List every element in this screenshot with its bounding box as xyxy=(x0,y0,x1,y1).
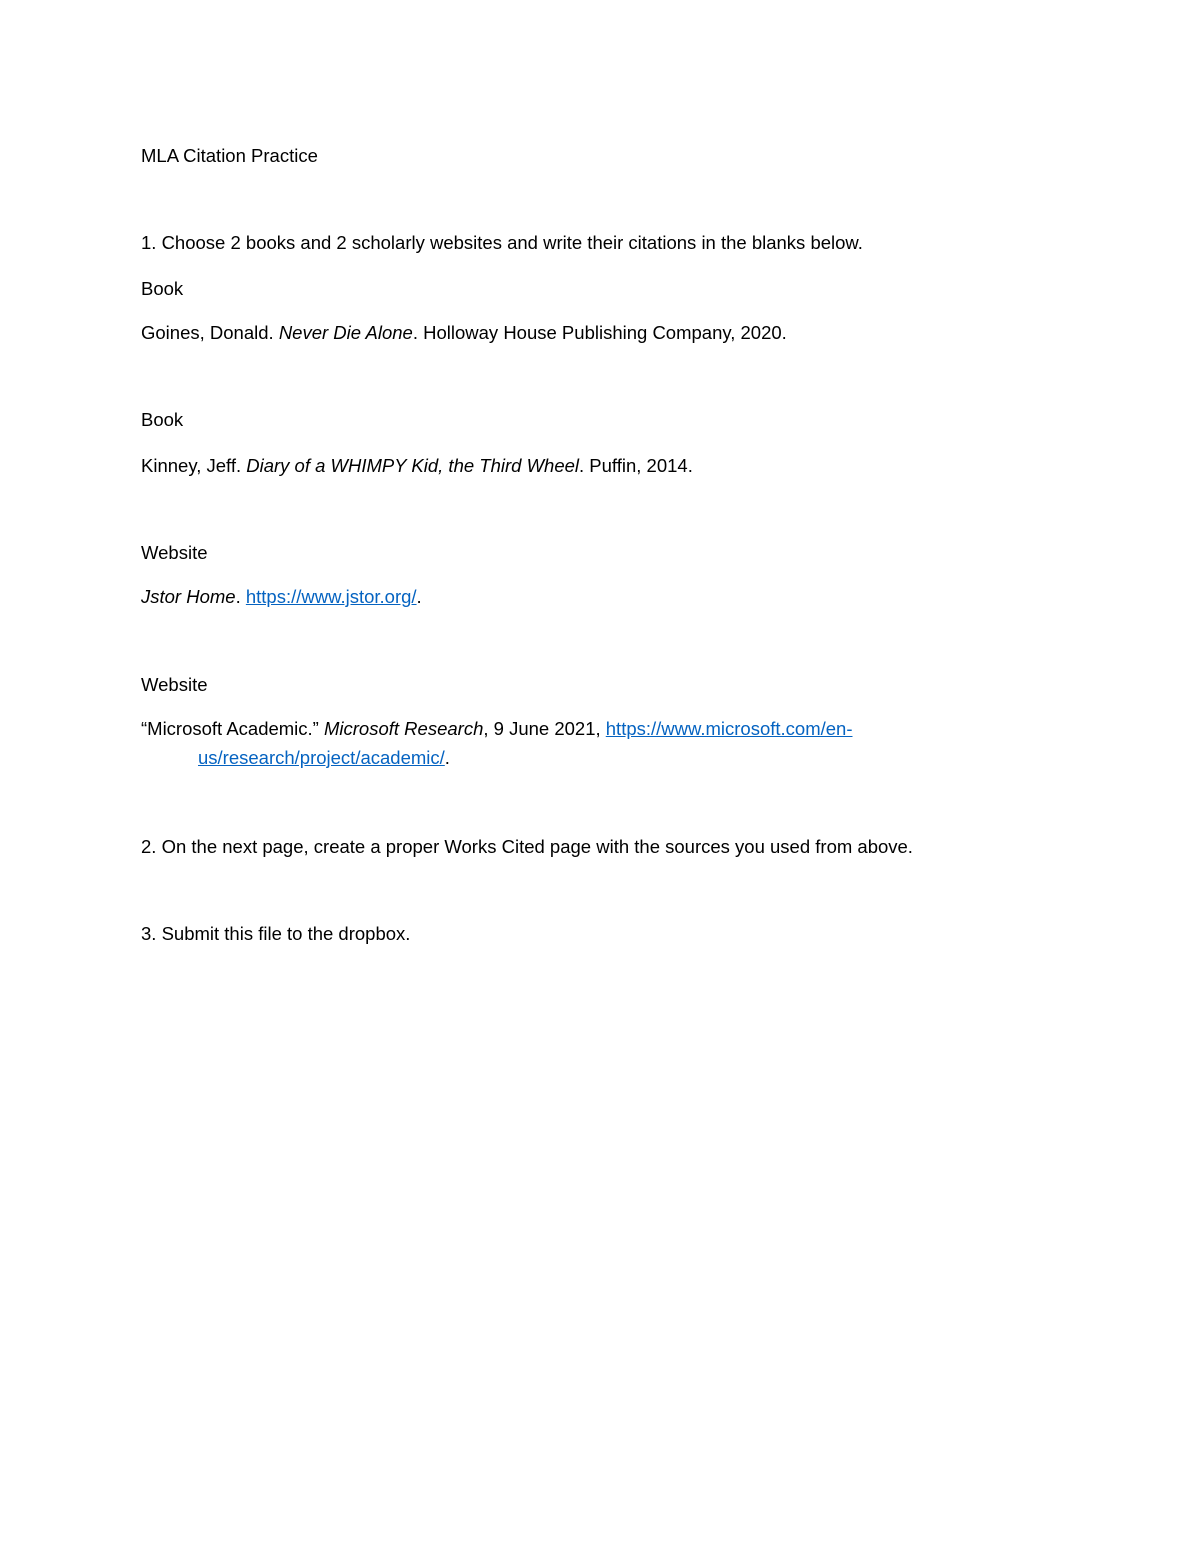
citation-author: Kinney, Jeff. xyxy=(141,455,247,476)
citation-date: , 9 June 2021, xyxy=(483,718,606,739)
citation-separator: . xyxy=(235,586,246,607)
citation-title: Diary of a WHIMPY Kid, the Third Wheel xyxy=(246,455,580,476)
citation-title: Never Die Alone xyxy=(278,322,413,343)
microsoft-link-part-2[interactable]: us/research/project/academic/ xyxy=(198,747,445,768)
citation-title: “Microsoft Academic.” xyxy=(141,718,324,739)
book-label-1: Book xyxy=(141,278,184,299)
citation-publisher: . Puffin, 2014. xyxy=(579,455,693,476)
document-title: MLA Citation Practice xyxy=(141,145,318,166)
instruction-2: 2. On the next page, create a proper Works Cited page with the sources you used from above. xyxy=(141,836,913,857)
instruction-3: 3. Submit this file to the dropbox. xyxy=(141,923,411,944)
microsoft-link-part-1[interactable]: https://www.microsoft.com/en- xyxy=(605,718,853,739)
citation-website-1 xyxy=(141,585,422,609)
citation-website-2-continued xyxy=(198,746,450,770)
website-label-2: Website xyxy=(141,674,208,695)
citation-end: . xyxy=(416,586,422,607)
citation-book-2 xyxy=(141,454,693,478)
website-label-1: Website xyxy=(141,542,208,563)
citation-end: . xyxy=(444,747,450,768)
jstor-link[interactable]: https://www.jstor.org/ xyxy=(245,586,417,607)
instruction-1: 1. Choose 2 books and 2 scholarly websites and write their citations in the blanks below. xyxy=(141,232,863,253)
citation-title: Jstor Home xyxy=(141,586,236,607)
citation-container: Microsoft Research xyxy=(324,718,484,739)
citation-author: Goines, Donald. xyxy=(141,322,279,343)
citation-book-1 xyxy=(141,321,787,345)
book-label-2: Book xyxy=(141,409,184,430)
citation-publisher: . Holloway House Publishing Company, 2020. xyxy=(412,322,787,343)
citation-website-2 xyxy=(141,717,853,741)
